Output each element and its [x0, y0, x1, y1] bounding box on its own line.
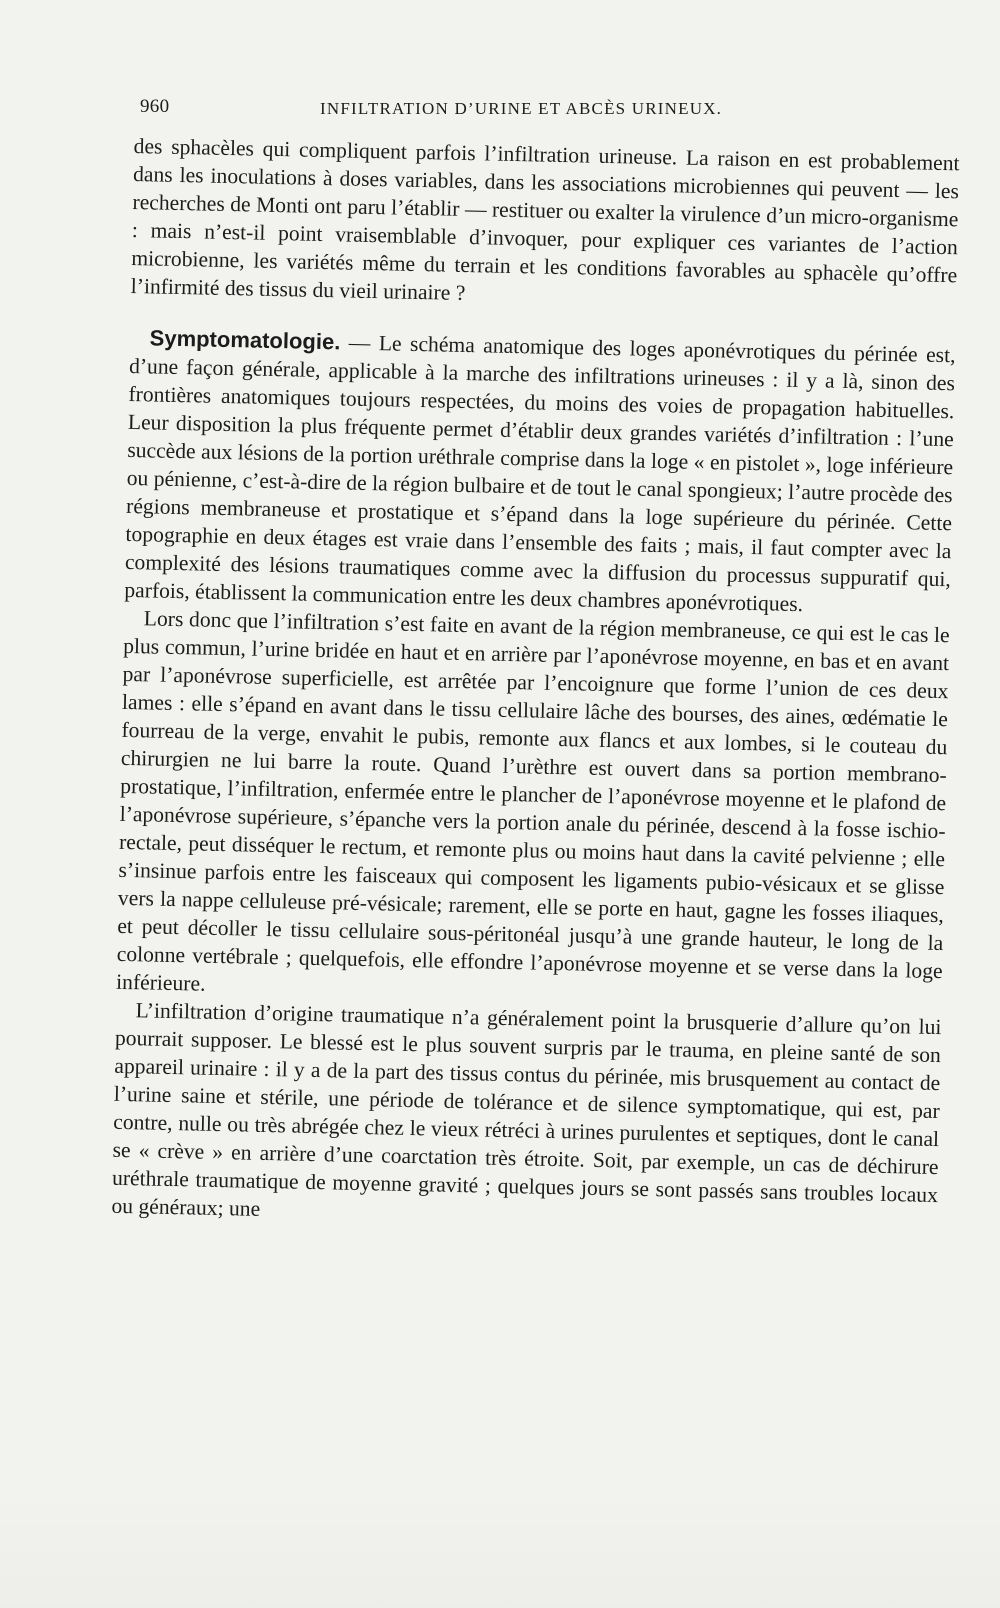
symptomatologie-paragraph — [124, 324, 956, 621]
running-title: INFILTRATION D’URINE ET ABCÈS URINEUX. — [320, 99, 723, 118]
page-header — [140, 96, 790, 124]
page-number: 960 — [140, 96, 170, 117]
paragraph-continuation: des sphacèles qui compliquent parfois l’infiltration urineuse. La raison en est probablement dans les inoculations à doses variables, dans les associations microbiennes qui peuvent — les recherches de Monti ont paru l’établir — restituer ou exalter la virulence d’un micro-organisme : mais n’est-il point vraisemblable d’invoquer, pour expliquer ces variantes de l’action microbienne, les variétés même du terrain et les conditions favorables au sphacèle qu’offre l’infirmité des tissus du vieil urinaire ? — [130, 133, 960, 305]
document-body — [111, 132, 960, 1237]
paragraph-traumatic-origin: L’infiltration d’origine traumatique n’a généralement point la brusquerie d’allure qu’on lui pourrait supposer. Le blessé est le plus souvent surpris par le trauma, en pleine santé de son appareil urinaire : il y a de la part des tissus contus du périnée, mis brusquement au contact de l’urine saine et stérile, une période de tolérance et de silence symptomatique, qui est, par contre, nulle ou très abrégée chez le vieux rétréci à urines purulentes et septiques, dont le canal se « crève » en arrière d’une coarctation très étroite. Soit, par exemple, un cas de déchirure uréthrale traumatique de moyenne gravité ; quelques jours se sont passés sans troubles locaux ou généraux; une — [111, 998, 942, 1221]
page-shadow — [0, 1488, 1000, 1608]
section-heading: Symptomatologie. — [149, 325, 341, 355]
symptomatologie-text: — Le schéma anatomique des loges aponévrotiques du périnée est, d’une façon générale, applicable à la marche des infiltrations urineuses : il y a là, sinon des frontières anatomiques toujours respectées, du moins des voies de propagation habituelles. Leur disposition la plus fréquente permet d’établir deux grandes variétés d’infiltration : l’une succède aux lésions de la portion uréthrale comprise dans la loge « en pistolet », loge inférieure ou pénienne, c’est-à-dire de la région bulbaire et de tout le canal spongieux; l’autre procède des régions membraneuse et prostatique et s’épand dans la loge supérieure du périnée. Cette topographie en deux étages est vraie dans l’ensemble des faits ; mais, il faut compter avec la complexité des lésions traumatiques comme avec la diffusion du processus suppuratif qui, parfois, établissent la communication entre les deux chambres aponévrotiques. — [124, 330, 956, 617]
paragraph-infiltration-routes: Lors donc que l’infiltration s’est faite en avant de la région membraneuse, ce qui est le cas le plus commun, l’urine bridée en haut et en arrière par l’aponévrose moyenne, en bas et en avant par l’aponévrose superficielle, est arrêtée par l’encoignure que forme l’union de ces deux lames : elle s’épand en avant dans le tissu cellulaire lâche des bourses, des aines, œdématie le fourreau de la verge, envahit le pubis, remonte aux flancs et aux lombes, si le couteau du chirurgien ne lui barre la route. Quand l’urèthre est ouvert dans sa portion membrano-prostatique, l’infiltration, enfermée entre le plancher de l’aponévrose moyenne et le plafond de l’aponévrose supérieure, s’épanche vers la portion anale du périnée, descend à la fosse ischio-rectale, peut disséquer le rectum, et remonte plus ou moins haut dans la cavité pelvienne ; elle s’insinue parfois entre les faisceaux qui composent les ligaments pubio-vésicaux et se glisse vers la nappe celluleuse pré-vésicale; rarement, elle se porte en haut, gagne les fosses iliaques, et peut décoller le tissu cellulaire sous-péritonéal jusqu’à une grande hauteur, le long de la colonne vertébrale ; quelquefois, elle effondre l’aponévrose moyenne et se verse dans la loge inférieure. — [115, 606, 950, 996]
